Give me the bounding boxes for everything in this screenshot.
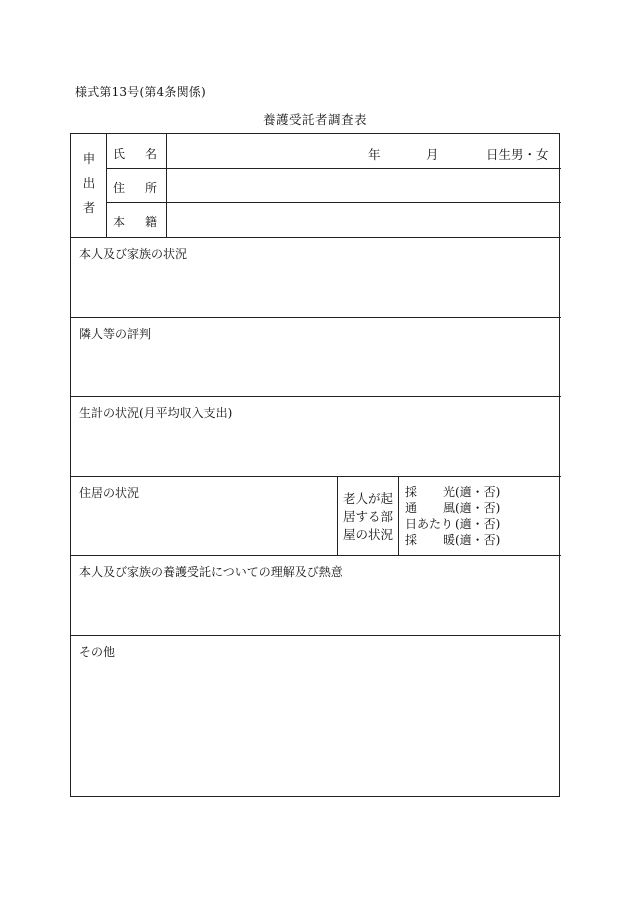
elderly-room-label: 老人が起居する部屋の状況 [343,491,394,542]
survey-form-table [70,133,560,797]
address-field[interactable] [167,169,560,202]
understanding-field[interactable] [72,556,560,635]
other-field[interactable] [72,636,560,796]
domicile-field[interactable] [167,203,560,237]
check-item-lighting: 採 光 (適・否) [405,485,501,499]
applicant-group-label: 申出者 [81,152,96,226]
other-label: その他 [79,645,116,659]
neighbor-reputation-field[interactable] [72,318,560,396]
family-status-label: 本人及び家族の状況 [79,247,188,261]
column-divider [337,476,338,555]
check-options[interactable]: (適・否) [455,501,501,515]
livelihood-label: 生計の状況(月平均収入支出) [79,406,233,420]
form-title: 養護受託者調査表 [262,112,367,127]
housing-label: 住居の状況 [79,486,140,500]
column-divider [106,134,107,237]
check-options[interactable]: (適・否) [455,485,501,499]
family-status-field[interactable] [72,238,560,317]
birth-day-sex-label: 日生男・女 [486,147,549,162]
name-label: 氏 名 [113,147,157,161]
livelihood-field[interactable] [72,397,560,476]
neighbor-reputation-label: 隣人等の評判 [79,327,152,341]
domicile-label: 本 籍 [113,215,157,229]
check-item-sunlight: 日あたり (適・否) [405,517,501,531]
elderly-room-checklist [405,484,500,548]
check-item-ventilation: 通 風 (適・否) [405,501,501,515]
understanding-label: 本人及び家族の養護受託についての理解及び熱意 [79,565,343,579]
housing-field[interactable] [72,477,337,555]
check-options[interactable]: (適・否) [455,533,501,547]
address-label: 住 所 [113,181,157,195]
form-number: 様式第13号(第4条関係) [75,85,206,99]
check-options[interactable]: (適・否) [455,517,501,531]
birth-month-label: 月 [426,147,439,162]
birth-year-label: 年 [368,147,381,162]
check-item-heating: 採 暖 (適・否) [405,533,501,547]
